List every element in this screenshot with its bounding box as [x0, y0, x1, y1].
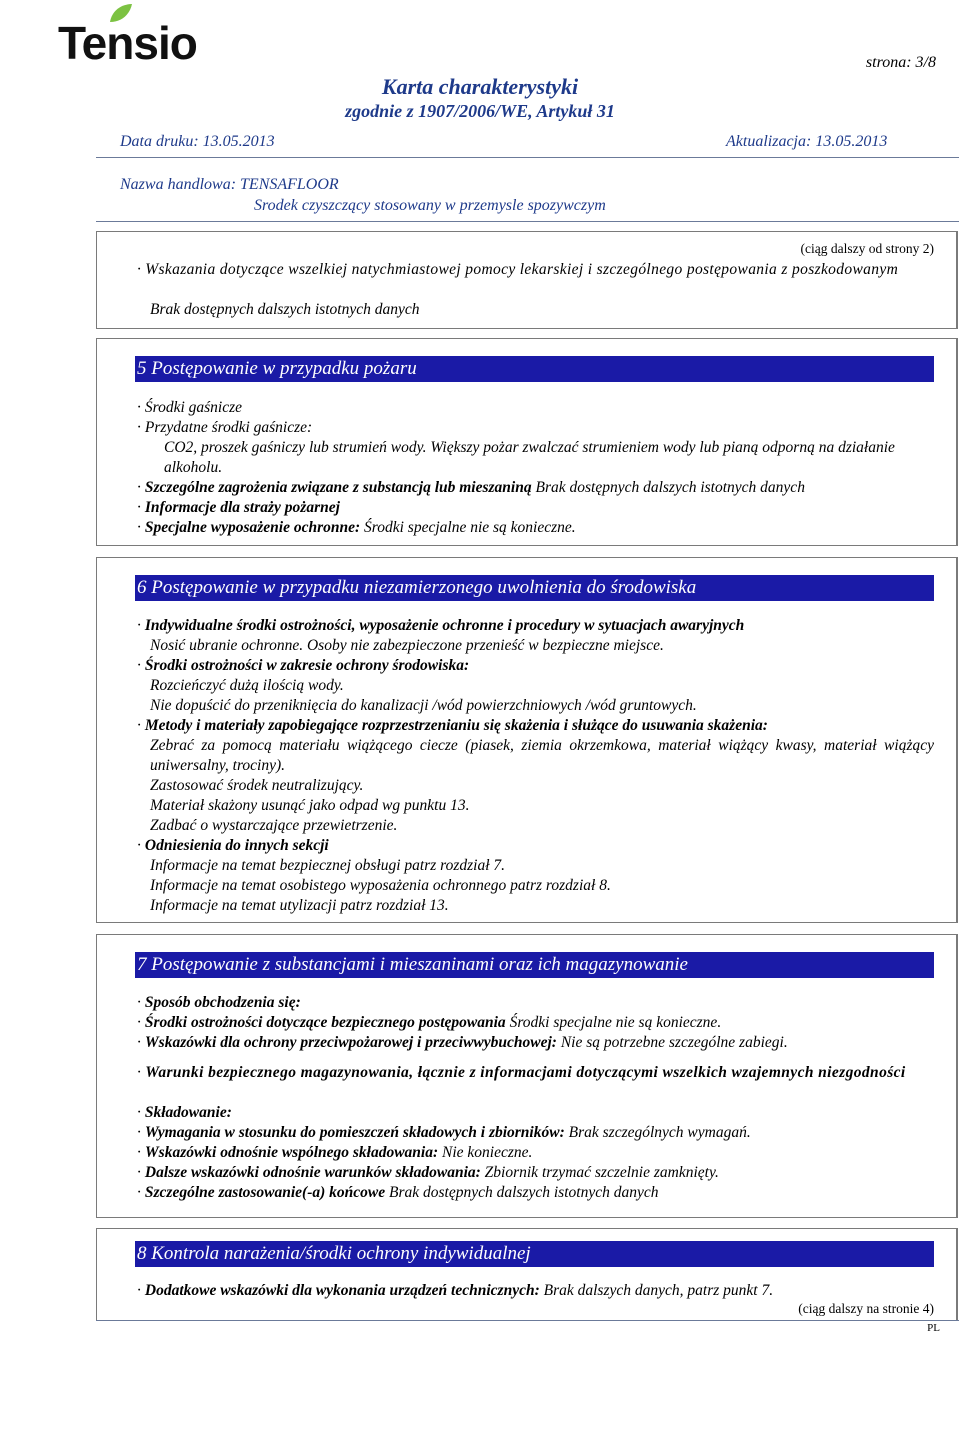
section-5: [96, 338, 958, 546]
header-divider-bottom: [96, 221, 959, 222]
page-number: strona: 3/8: [865, 54, 936, 71]
storage-conditions: · Warunki bezpiecznego magazynowania, łącznie z informacjami dotyczącymi wszelkich wzajemnych niezgodności: [137, 1064, 906, 1081]
containment-text-1: Zebrać za pomocą materiału wiążącego ciecze (piasek, ziemia okrzemkowa, materiał wiążący kwasy, materiał wiążący uniwersalny, trociny).: [150, 737, 934, 774]
trade-name-block: [120, 174, 606, 216]
language-code: PL: [927, 1322, 940, 1334]
section-8-title: 8 Kontrola narażenia/środki ochrony indywidualnej: [135, 1241, 934, 1267]
storage: · Składowanie:: [137, 1104, 232, 1121]
company-logo: [48, 2, 218, 74]
first-aid-value: Brak dostępnych dalszych istotnych danych: [150, 301, 420, 318]
section-6-title: 6 Postępowanie w przypadku niezamierzonego uwolnienia do środowiska: [135, 575, 934, 601]
section-8: [96, 1228, 958, 1320]
environmental-precautions: · Środki ostrożności w zakresie ochrony środowiska:: [137, 657, 470, 674]
other-sections-reference: · Odniesienia do innych sekcji: [137, 837, 329, 854]
technical-facilities: · Dodatkowe wskazówki dla wykonania urządzeń technicznych: Brak dalszych danych, patrz punkt 7.: [137, 1282, 774, 1299]
fire-protection: · Wskazówki dla ochrony przeciwpożarowej i przeciwwybuchowej: Nie są potrzebne szczególne zabiegi.: [137, 1034, 788, 1051]
special-hazards: · Szczególne zagrożenia związane z substancją lub mieszaniną Brak dostępnych dalszych istotnych danych: [137, 479, 805, 496]
continued-to-note: (ciąg dalszy na stronie 4): [798, 1301, 934, 1316]
continued-from-note: (ciąg dalszy od strony 2): [800, 241, 934, 256]
personal-precautions-text: Nosić ubranie ochronne. Osoby nie zabezpieczone przenieść w bezpieczne miejsce.: [150, 637, 664, 654]
footer-rule: [96, 1320, 959, 1321]
suitable-media-text: CO2, proszek gaśniczy lub strumień wody. Większy pożar zwalczać strumieniem wody lub pianą odporną na działanie alkoholu.: [164, 439, 895, 476]
reference-text-1: Informacje na temat bezpiecznej obsługi patrz rozdział 7.: [150, 857, 506, 874]
firefighter-info: · Informacje dla straży pożarnej: [137, 499, 340, 516]
specific-end-use: · Szczególne zastosowanie(-a) końcowe Brak dostępnych dalszych istotnych danych: [137, 1184, 659, 1201]
section-7-title: 7 Postępowanie z substancjami i mieszaninami oraz ich magazynowanie: [135, 952, 934, 978]
header-divider: [96, 157, 959, 158]
containment-methods: · Metody i materiały zapobiegające rozprzestrzenianiu się skażenia i służące do usuwania skażenia:: [137, 717, 768, 734]
joint-storage: · Wskazówki odnośnie wspólnego składowania: Nie konieczne.: [137, 1144, 533, 1161]
extinguishing-media: · Środki gaśnicze: [137, 399, 243, 416]
print-date: Data druku: 13.05.2013: [120, 133, 275, 150]
protective-equipment: · Specjalne wyposażenie ochronne: Środki specjalne nie są konieczne.: [137, 519, 576, 536]
handling: · Sposób obchodzenia się:: [137, 994, 301, 1011]
document-subtitle: zgodnie z 1907/2006/WE, Artykuł 31: [345, 101, 615, 121]
section-7: [96, 934, 958, 1218]
first-aid-label: · Wskazania dotyczące wszelkiej natychmiastowej pomocy lekarskiej i szczególnego postępowania z poszkodowanym: [137, 261, 899, 278]
environmental-text-1: Rozcieńczyć dużą ilością wody.: [150, 677, 344, 694]
product-description: Srodek czyszczący stosowany w przemysle spozywczym: [254, 197, 606, 214]
containment-text-4: Zadbać o wystarczające przewietrzenie.: [150, 817, 398, 834]
reference-text-2: Informacje na temat osobistego wyposażenia ochronnego patrz rozdział 8.: [150, 877, 611, 894]
suitable-media: · Przydatne środki gaśnicze:: [137, 419, 313, 436]
personal-precautions: · Indywidualne środki ostrożności, wyposażenie ochronne i procedury w sytuacjach awaryjnych: [137, 617, 745, 634]
containment-text-3: Materiał skażony usunąć jako odpad wg punktu 13.: [150, 797, 470, 814]
section-6: [96, 557, 958, 923]
storage-rooms: · Wymagania w stosunku do pomieszczeń składowych i zbiorników: Brak szczególnych wymagań.: [137, 1124, 751, 1141]
section-4-continuation: [96, 231, 958, 329]
reference-text-3: Informacje na temat utylizacji patrz rozdział 13.: [150, 897, 449, 914]
document-title: Karta charakterystyki: [381, 74, 579, 99]
section-5-title: 5 Postępowanie w przypadku pożaru: [135, 356, 934, 382]
logo-wordmark: Tensio: [58, 17, 197, 69]
containment-text-2: Zastosować środek neutralizujący.: [150, 777, 364, 794]
update-date: Aktualizacja: 13.05.2013: [726, 133, 888, 150]
environmental-text-2: Nie dopuścić do przeniknięcia do kanalizacji /wód powierzchniowych /wód gruntowych.: [150, 697, 697, 714]
storage-further: · Dalsze wskazówki odnośnie warunków składowania: Zbiornik trzymać szczelnie zamknięty.: [137, 1164, 719, 1181]
safe-handling: · Środki ostrożności dotyczące bezpiecznego postępowania Środki specjalne nie są konieczne.: [137, 1014, 722, 1031]
trade-name: Nazwa handlowa: TENSAFLOOR: [120, 176, 339, 193]
